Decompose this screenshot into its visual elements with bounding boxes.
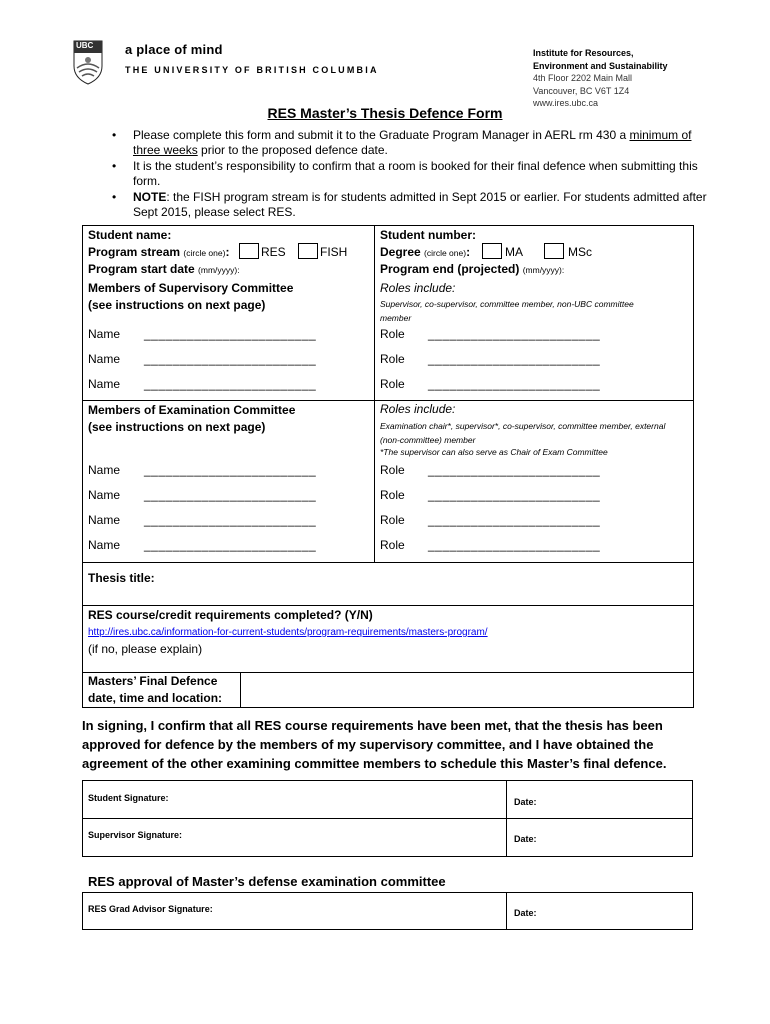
role-field[interactable]: ________________________ bbox=[428, 377, 601, 391]
name-field[interactable]: ________________________ bbox=[144, 488, 317, 502]
tagline: a place of mind bbox=[125, 42, 223, 57]
examination-instructions-note: (see instructions on next page) bbox=[88, 420, 266, 434]
requirements-link[interactable]: http://ires.ubc.ca/information-for-current-students/program-requirements/masters-program/ bbox=[88, 627, 488, 638]
certification-statement: In signing, I confirm that all RES course requirements have been met, that the thesis has been approved for defence by the members of my supervisory committee, and I have obtained the agreement of the other examining committee members to schedule this Master’s final defence. bbox=[82, 718, 667, 771]
end-date-label: Program end (projected) (mm/yyyy): bbox=[380, 262, 565, 276]
res-checkbox[interactable] bbox=[239, 243, 259, 259]
examination-roles-heading: Roles include: bbox=[380, 402, 456, 416]
role-label: Role bbox=[380, 327, 405, 341]
msc-option-label: MSc bbox=[568, 245, 592, 259]
supervisory-instructions-note: (see instructions on next page) bbox=[88, 298, 266, 312]
role-field[interactable]: ________________________ bbox=[428, 463, 601, 477]
address-line2: Vancouver, BC V6T 1Z4 bbox=[533, 85, 630, 96]
student-signature-field[interactable] bbox=[180, 782, 500, 816]
requirements-label: RES course/credit requirements completed? (Y/N) bbox=[88, 608, 373, 622]
supervisor-date-label: Date: bbox=[514, 834, 537, 844]
address-line1: 4th Floor 2202 Main Mall bbox=[533, 73, 633, 83]
name-label: Name bbox=[88, 327, 121, 341]
start-date-label: Program start date (mm/yyyy): bbox=[88, 262, 240, 276]
examination-committee-heading: Members of Examination Committee bbox=[88, 403, 296, 417]
university-name: THE UNIVERSITY OF BRITISH COLUMBIA bbox=[125, 65, 379, 75]
role-field[interactable]: ________________________ bbox=[428, 513, 601, 527]
instructions-list bbox=[112, 128, 712, 221]
list-item: • NOTE: the FISH program stream is for students admitted in Sept 2015 or earlier. For students admitted after Sept 2015, please select RES. bbox=[112, 190, 712, 220]
institute-line2: Environment and Sustainability bbox=[533, 60, 668, 71]
defence-label-line2: date, time and location: bbox=[88, 691, 223, 705]
res-option-label: RES bbox=[261, 245, 286, 259]
role-field[interactable]: ________________________ bbox=[428, 352, 601, 366]
degree-label: Degree (circle one): bbox=[380, 245, 471, 259]
institute-address bbox=[533, 47, 668, 110]
name-label: Name bbox=[88, 488, 121, 502]
ma-checkbox[interactable] bbox=[482, 243, 502, 259]
approval-heading: RES approval of Master’s defense examination committee bbox=[88, 874, 446, 889]
supervisor-signature-field[interactable] bbox=[190, 820, 500, 854]
role-label: Role bbox=[380, 513, 405, 527]
website: www.ires.ubc.ca bbox=[533, 98, 599, 108]
advisor-signature-field[interactable] bbox=[220, 894, 500, 928]
role-label: Role bbox=[380, 488, 405, 502]
logo-text: UBC bbox=[76, 41, 94, 50]
role-label: Role bbox=[380, 377, 405, 391]
examination-chair-note: *The supervisor can also serve as Chair of Exam Committee bbox=[380, 447, 608, 457]
name-label: Name bbox=[88, 352, 121, 366]
explain-label: (if no, please explain) bbox=[88, 642, 203, 656]
student-name-label: Student name: bbox=[88, 228, 172, 242]
deadline-underlined: minimum of three weeks bbox=[133, 128, 692, 157]
page-title: RES Master’s Thesis Defence Form bbox=[267, 105, 503, 121]
list-item: • It is the student’s responsibility to confirm that a room is booked for their final defence when submitting this form. bbox=[112, 159, 712, 189]
name-field[interactable]: ________________________ bbox=[144, 463, 317, 477]
msc-checkbox[interactable] bbox=[544, 243, 564, 259]
name-field[interactable]: ________________________ bbox=[144, 327, 317, 341]
role-field[interactable]: ________________________ bbox=[428, 488, 601, 502]
supervisor-signature-label: Supervisor Signature: bbox=[88, 830, 183, 840]
fish-option-label: FISH bbox=[320, 245, 348, 259]
name-label: Name bbox=[88, 513, 121, 527]
program-stream-label: Program stream (circle one): bbox=[88, 245, 230, 259]
role-field[interactable]: ________________________ bbox=[428, 538, 601, 552]
name-label: Name bbox=[88, 538, 121, 552]
defence-label-line1: Masters’ Final Defence bbox=[88, 674, 218, 688]
list-item: • Please complete this form and submit it to the Graduate Program Manager in AERL rm 430 a minimum of three weeks prior to the proposed defence date. bbox=[112, 128, 712, 158]
advisor-signature-label: RES Grad Advisor Signature: bbox=[88, 904, 213, 914]
student-date-label: Date: bbox=[514, 797, 537, 807]
name-field[interactable]: ________________________ bbox=[144, 352, 317, 366]
defence-details-field[interactable] bbox=[241, 673, 693, 707]
name-label: Name bbox=[88, 463, 121, 477]
role-field[interactable]: ________________________ bbox=[428, 327, 601, 341]
name-field[interactable]: ________________________ bbox=[144, 538, 317, 552]
role-label: Role bbox=[380, 352, 405, 366]
role-label: Role bbox=[380, 463, 405, 477]
examination-roles-text: Examination chair*, supervisor*, co-supervisor, committee member, external (non-committee) member bbox=[380, 421, 666, 445]
supervisory-roles-text: Supervisor, co-supervisor, committee member, non-UBC committee member bbox=[380, 299, 634, 323]
ma-option-label: MA bbox=[505, 245, 523, 259]
institute-line1: Institute for Resources, bbox=[533, 48, 634, 58]
name-field[interactable]: ________________________ bbox=[144, 513, 317, 527]
supervisory-committee-heading: Members of Supervisory Committee bbox=[88, 281, 294, 295]
student-signature-label: Student Signature: bbox=[88, 793, 169, 803]
fish-checkbox[interactable] bbox=[298, 243, 318, 259]
student-number-label: Student number: bbox=[380, 228, 476, 242]
role-label: Role bbox=[380, 538, 405, 552]
ubc-logo bbox=[73, 40, 103, 85]
advisor-date-label: Date: bbox=[514, 908, 537, 918]
name-field[interactable]: ________________________ bbox=[144, 377, 317, 391]
name-label: Name bbox=[88, 377, 121, 391]
thesis-title-label: Thesis title: bbox=[88, 571, 155, 585]
supervisory-roles-heading: Roles include: bbox=[380, 281, 456, 295]
